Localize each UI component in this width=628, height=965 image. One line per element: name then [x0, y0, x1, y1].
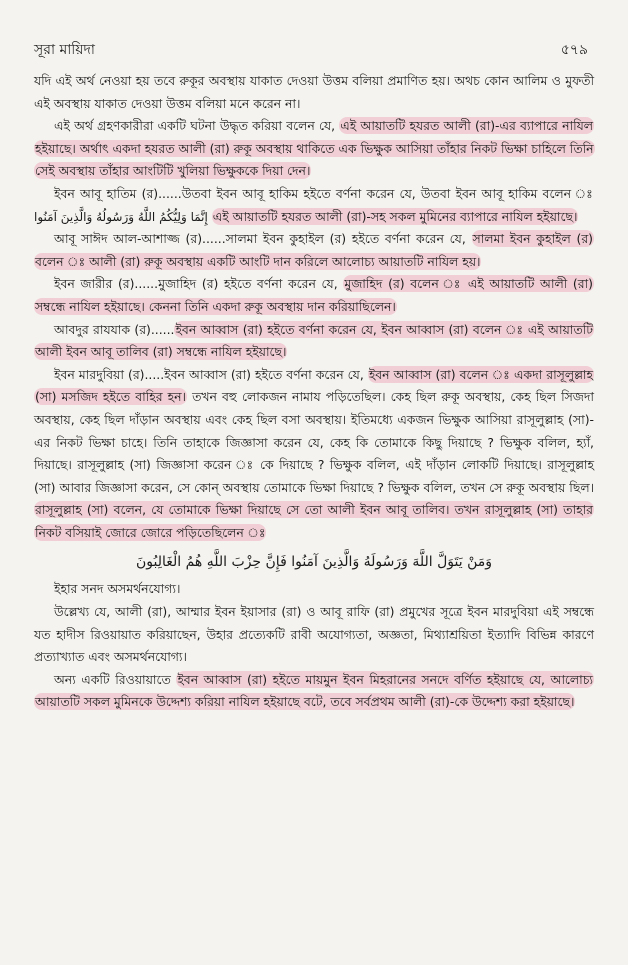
page-number: ৫৭৯ — [560, 42, 588, 58]
highlighted-text: ইবন আব্বাস (রা) হইতে বর্ণনা করেন যে, ইবন আব্বাস (রা) বলেন ঃ এই আয়াতটি আলী ইবন আবূ তালিব (রা) সম্বন্ধে নাযিল হইয়াছে। — [35, 321, 593, 360]
paragraph-1 — [34, 70, 594, 115]
highlighted-text: এই আয়াতটি হযরত আলী (রা)-সহ সকল মুমিনের ব্যাপারে নাযিল হইয়াছে। — [212, 208, 578, 224]
highlighted-text: ইবন আব্বাস (রা) বলেন ঃ একদা রাসূলুল্লাহ (সা) মসজিদ হইতে বাহির হন। — [35, 366, 593, 405]
arabic-quote: إِنَّمَا وَلِيُّكُمُ اللَّهُ وَرَسُولُهُ وَالَّذِينَ آمَنُوا — [34, 209, 208, 224]
page-body — [34, 70, 594, 714]
paragraph-1-text: যদি এই অর্থ নেওয়া হয় তবে রুকূর অবস্থায় যাকাত দেওয়া উত্তম বলিয়া প্রমাণিত হয়। অথচ কোন আলিম ও মুফতী এই অবস্থায় যাকাত দেওয়া উত্তম বলিয়া মনে করেন না। — [34, 73, 594, 111]
paragraph-7-middle: তখন বহু লোকজন নামায পড়িতেছিল। কেহ ছিল রুকূ অবস্থায়, কেহ ছিল সিজদা অবস্থায়, কেহ ছিল দাঁড়ান অবস্থায় এবং কেহ ছিল বসা অবস্থায়। ইতিমধ্যে একজন ভিক্ষুক আসিয়া রাসূলুল্লাহ (সা)-এর নিকট ভিক্ষা চাহে। তিনি তাহাকে জিজ্ঞাসা করেন যে, কেহ কি তোমাকে কিছু দিয়াছে ? ভিক্ষুক বলিল, হ্যাঁ, দিয়াছে। রাসূলুল্লাহ (সা) জিজ্ঞাসা করেন ঃ কে দিয়াছে ? ভিক্ষুক বলিল, এই দাঁড়ান লোকটি দিয়াছে। রাসূলুল্লাহ (সা) আবার জিজ্ঞাসা করেন, সে কোন্ অবস্থায় তোমাকে ভিক্ষা দিয়াছে ? ভিক্ষুক বলিল, তখন সে রুকূ অবস্থায় ছিল। — [34, 389, 594, 495]
highlighted-text: এই আয়াতটি হযরত আলী (রা)-এর ব্যাপারে নাযিল হইয়াছে। অর্থাৎ একদা হযরত আলী (রা) রুকূ অবস্থায় থাকিতে এক ভিক্ষুক আসিয়া তাঁহার নিকট ভিক্ষা চাহিলে তিনি সেই অবস্থায় তাঁহার আংটিটি খুলিয়া ভিক্ষুককে দিয়া দেন। — [35, 118, 594, 179]
page-header — [34, 38, 588, 60]
highlighted-text: রাসূলুল্লাহ (সা) বলেন, যে তোমাকে ভিক্ষা দিয়াছে সে তো আলী ইবন আবূ তালিব। তখন রাসূলুল্লাহ (সা) তাহার নিকট বসিয়াই জোরে জোরে পড়িতেছিলেন ঃ — [35, 502, 593, 540]
paragraph-10-text: অন্য একটি রিওয়ায়াতে — [54, 671, 177, 687]
paragraph-9: উল্লেখ্য যে, আলী (রা), আম্মার ইবন ইয়াসার (রা) ও আবূ রাফি (রা) প্রমুখের সূত্রে ইবন মারদুবিয়া এই সম্বন্ধে যত হাদীস রিওয়ায়াত করিয়াছেন, উহার প্রত্যেকটি রাবী অযোগ্যতা, অজ্ঞতা, মিথ্যাশ্রয়িতা ইত্যাদি বিভিন্ন কারণে প্রত্যাখ্যাত এবং অসমর্থনযোগ্য। — [34, 604, 594, 665]
paragraph-5 — [34, 273, 594, 318]
paragraph-6 — [34, 319, 594, 364]
highlighted-text: ইবন আব্বাস (রা) হইতে মায়মুন ইবন মিহরানের সনদে বর্ণিত হইয়াছে যে, আলোচ্য আয়াতটি সকল মুমিনকে উদ্দেশ্য করিয়া নাযিল হইয়াছে বটে, তবে সর্বপ্রথম আলী (রা)-কে উদ্দেশ্য করা হইয়াছে। — [35, 671, 593, 710]
paragraph-4-text: আবূ সাঈদ আল-আশাজ্জ (র)......সালমা ইবন কুহাইল (র) হইতে বর্ণনা করেন যে, — [54, 231, 472, 247]
highlighted-text: মুজাহিদ (র) বলেন ঃ এই আয়াতটি আলী (রা) সম্বন্ধে নাযিল হইয়াছে। কেননা তিনি একদা রুকূ অবস্থায় দান করিয়াছিলেন। — [35, 276, 593, 314]
paragraph-3-text: ইবন আবূ হাতিম (র)......উতবা ইবন আবূ হাকিম হইতে বর্ণনা করেন যে, উতবা ইবন আবূ হাকিম বলেন ঃ — [54, 185, 594, 201]
paragraph-6-text: আবদুর রাযযাক (র)...... — [54, 321, 175, 337]
surah-title: সূরা মায়িদা — [34, 42, 95, 58]
paragraph-7 — [34, 364, 594, 545]
paragraph-2 — [34, 115, 594, 183]
paragraph-3 — [34, 183, 594, 228]
quran-verse: وَمَنْ يَتَوَلَّ اللَّهَ وَرَسُولَهُ وَالَّذِينَ آمَنُوا فَإِنَّ حِزْبَ اللَّهِ هُمُ الْغَالِبُونَ — [135, 554, 493, 571]
paragraph-8: ইহার সনদ অসমর্থনযোগ্য। — [54, 581, 181, 597]
paragraph-7-text: ইবন মারদুবিয়া (র).....ইবন আব্বাস (রা) হইতে বর্ণনা করেন যে, — [54, 366, 368, 382]
highlighted-text: সালমা ইবন কুহাইল (র) বলেন ঃ আলী (রা) রুকূ অবস্থায় একটি আংটি দান করিলে আলোচ্য আয়াতটি নাযিল হয়। — [35, 231, 593, 269]
paragraph-5-text: ইবন জারীর (র)......মুজাহিদ (র) হইতে বর্ণনা করেন যে, — [54, 276, 344, 292]
paragraph-10 — [34, 669, 594, 714]
paragraph-4 — [34, 228, 594, 273]
paragraph-2-text: এই অর্থ গ্রহণকারীরা একটি ঘটনা উদ্ধৃত করিয়া বলেন যে, — [54, 118, 340, 134]
